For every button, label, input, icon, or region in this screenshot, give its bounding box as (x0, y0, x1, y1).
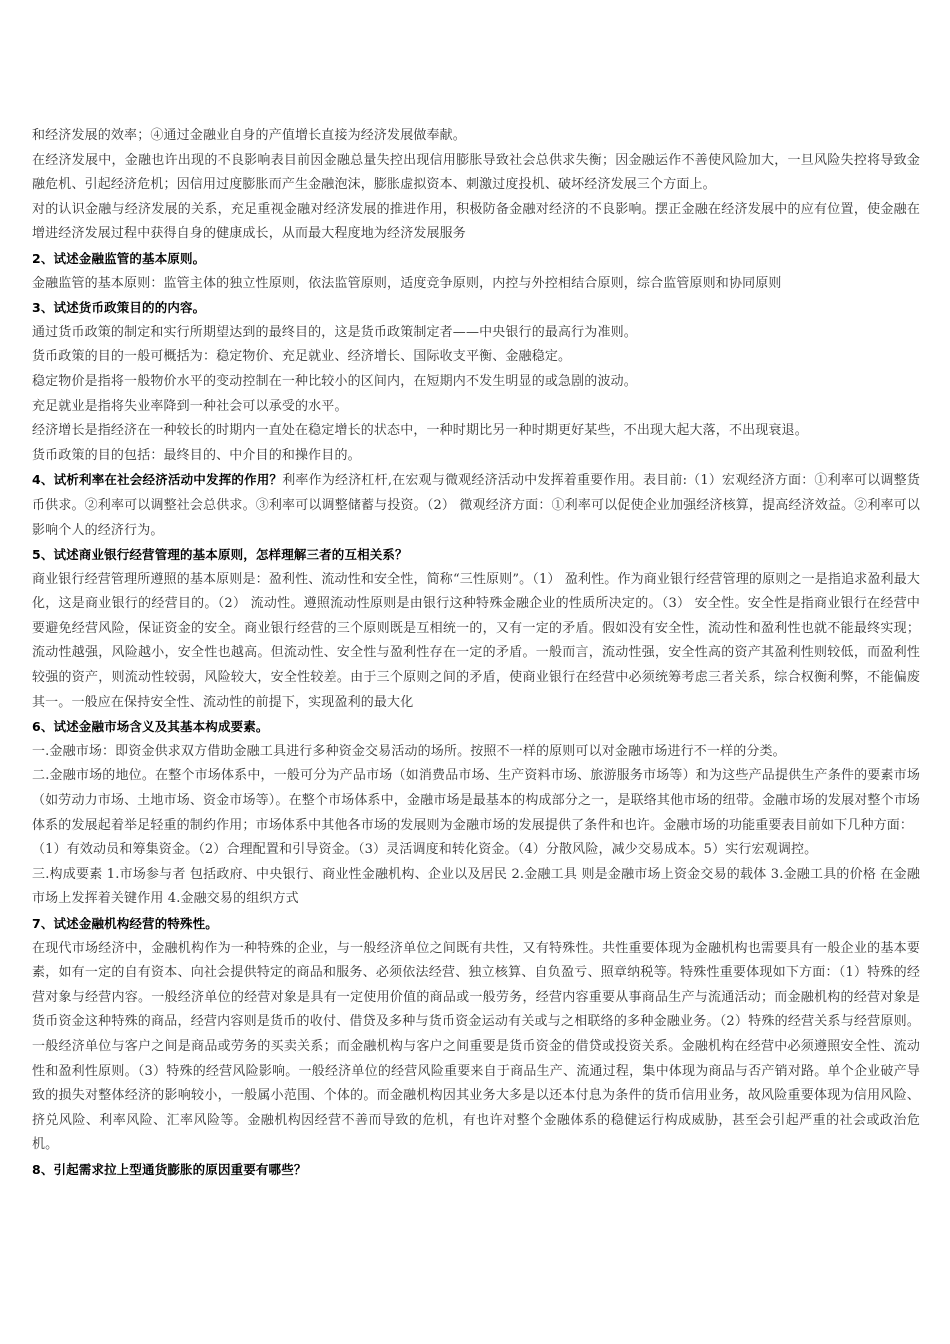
paragraph: 稳定物价是指将一般物价水平的变动控制在一种比较小的区间内，在短期内不发生明显的或急剧的波动。 (32, 373, 637, 389)
paragraph: 三.构成要素 1.市场参与者 包括政府、中央银行、商业性金融机构、企业以及居民 2.金融工具 则是金融市场上资金交易的载体 3.金融工具的价格 在金融市场上发挥着关键作用 4.金融交易的组织方式 (32, 866, 920, 907)
paragraph: 一.金融市场：即资金供求双方借助金融工具进行多种资金交易活动的场所。按照不一样的原则可以对金融市场进行不一样的分类。 (32, 743, 786, 759)
paragraph: 货币政策的目的一般可概括为：稳定物价、充足就业、经济增长、国际收支平衡、金融稳定。 (32, 349, 572, 365)
section-heading: 7、试述金融机构经营的特殊性。 (32, 916, 218, 931)
paragraph: （1）有效动员和筹集资金。（2）合理配置和引导资金。（3）灵活调度和转化资金。（4）分散风险，减少交易成本。5）实行宏观调控。 (32, 842, 818, 858)
paragraph: 对的认识金融与经济发展的关系，充足重视金融对经济发展的推进作用，积极防备金融对经济的不良影响。摆正金融在经济发展中的应有位置，使金融在增进经济发展过程中获得自身的健康成长，从而最大程度地为经济发展服务 (32, 201, 920, 242)
paragraph-with-heading (32, 468, 920, 543)
section-heading: 3、试述货币政策目的的内容。 (32, 300, 206, 316)
paragraph: 二.金融市场的地位。在整个市场体系中，一般可分为产品市场（如消费品市场、生产资料市场、旅游服务市场等）和为这些产品提供生产条件的要素市场（如劳动力市场、土地市场、资金市场等）。在整个市场体系中，金融市场是最基本的构成部分之一，是联络其他市场的纽带。金融市场的发展对整个市场体系的发展起着举足轻重的制约作用；市场体系中其他各市场的发展则为金融市场的发展提供了条件和也许。金融市场的功能重要表目前如下几种方面： (32, 768, 920, 833)
section-heading: 8、引起需求拉上型通货膨胀的原因重要有哪些？ (32, 1161, 307, 1177)
document-page (32, 124, 920, 1183)
section-heading: 5、试述商业银行经营管理的基本原则，怎样理解三者的互相关系？ (32, 547, 408, 563)
paragraph: 经济增长是指经济在一种较长的时期内一直处在稳定增长的状态中，一种时期比另一种时期更好某些，不出现大起大落，不出现衰退。 (32, 423, 808, 439)
paragraph: 在现代市场经济中，金融机构作为一种特殊的企业，与一般经济单位之间既有共性，又有特殊性。共性重要体现为金融机构也需要具有一般企业的基本要素，如有一定的自有资本、向社会提供特定的商品和服务、必须依法经营、独立核算、自负盈亏、照章纳税等。特殊性重要体现如下方面：（1）特殊的经营对象与经营内容。一般经济单位的经营对象是具有一定使用价值的商品或一般劳务，经营内容重要从事商品生产与流通活动；而金融机构的经营对象是货币资金这种特殊的商品，经营内容则是货币的收付、借贷及多种与货币资金运动有关或与之相联络的多种金融业务。（2）特殊的经营关系与经营原则。一般经济单位与客户之间是商品或劳务的买卖关系；而金融机构与客户之间重要是货币资金的借贷或投资关系。金融机构在经营中必须遵照安全性、流动性和盈利性原则。（3）特殊的经营风险影响。一般经济单位的经营风险重要来自于商品生产、流通过程，集中体现为商品与否产销对路。单个企业破产导致的损失对整体经济的影响较小，一般属小范围、个体的。而金融机构因其业务大多是以还本付息为条件的货币信用业务，故风险重要体现为信用风险、挤兑风险、利率风险、汇率风险等。金融机构因经营不善而导致的危机，有也许对整个金融体系的稳健运行构成威胁，甚至会引起严重的社会或政治危机。 (32, 940, 920, 1153)
section-heading: 2、试述金融监管的基本原则。 (32, 250, 206, 266)
paragraph: 和经济发展的效率；④通过金融业自身的产值增长直接为经济发展做奉献。 (32, 128, 466, 143)
paragraph: 在经济发展中，金融也许出现的不良影响表目前因金融总量失控出现信用膨胀导致社会总供求失衡；因金融运作不善使风险加大，一旦风险失控将导致金融危机、引起经济危机；因信用过度膨胀而产生金融泡沫，膨胀虚拟资本、刺激过度投机、破坏经济发展三个方面上。 (32, 152, 920, 193)
paragraph: 金融监管的基本原则：监管主体的独立性原则，依法监管原则，适度竞争原则，内控与外控相结合原则，综合监管原则和协同原则 (32, 275, 782, 291)
paragraph: 商业银行经营管理所遵照的基本原则是：盈利性、流动性和安全性，简称“三性原则”。（1） 盈利性。作为商业银行经营管理的原则之一是指追求盈利最大化，这是商业银行的经营目的。（2） 流动性。遵照流动性原则是由银行这种特殊金融企业的性质所决定的。（3） 安全性。安全性是指商业银行在经营中要避免经营风险，保证资金的安全。商业银行经营的三个原则既是互相统一的，又有一定的矛盾。假如没有安全性，流动性和盈利性也就不能最终实现；流动性越强，风险越小，安全性也越高。但流动性、安全性与盈利性存在一定的矛盾。一般而言，流动性强，安全性高的资产其盈利性则较低，而盈利性较强的资产，则流动性较弱，风险较大，安全性较差。由于三个原则之间的矛盾，使商业银行在经营中必须统筹考虑三者关系，综合权衡利弊，不能偏废其一。一般应在保持安全性、流动性的前提下，实现盈利的最大化 (32, 571, 920, 710)
section-heading: 6、试述金融市场含义及其基本构成要素。 (32, 719, 269, 735)
paragraph-text: 利率作为经济杠杆,在宏观与微观经济活动中发挥着重要作用。表目前:（1）宏观经济方面：①利率可以调整货币供求。②利率可以调整社会总供求。③利率可以调整储蓄与投资。（2） 微观经济方面：①利率可以促使企业加强经济核算，提高经济效益。②利率可以影响个人的经济行为。 (32, 473, 920, 538)
paragraph: 通过货币政策的制定和实行所期望达到的最终目的，这是货币政策制定者——中央银行的最高行为准则。 (32, 324, 637, 340)
paragraph: 充足就业是指将失业率降到一种社会可以承受的水平。 (32, 398, 348, 414)
section-heading: 4、试析利率在社会经济活动中发挥的作用？ (32, 472, 283, 488)
paragraph: 货币政策的目的包括：最终目的、中介目的和操作目的。 (32, 447, 361, 463)
